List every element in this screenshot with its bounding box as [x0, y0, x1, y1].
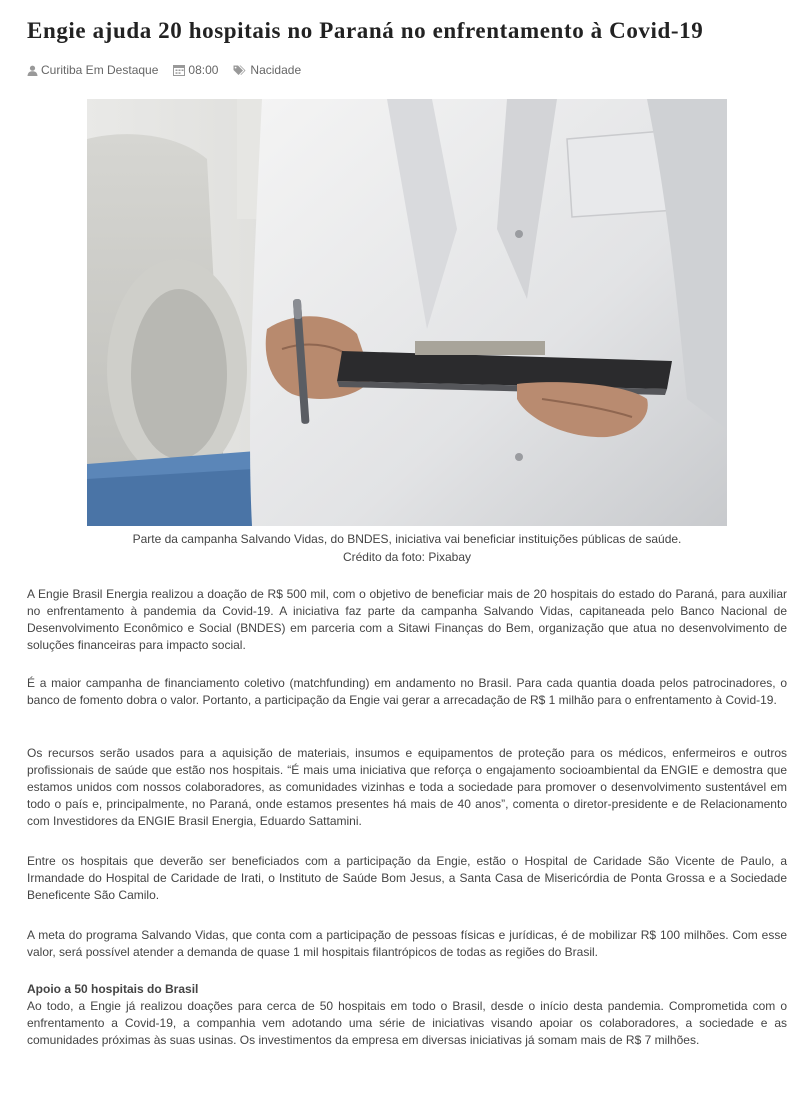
user-icon — [27, 65, 38, 76]
photo-caption: Parte da campanha Salvando Vidas, do BNDES, iniciativa vai beneficiar instituições públicas de saúde. — [132, 532, 682, 546]
paragraph-4: Entre os hospitais que deverão ser beneficiados com a participação da Engie, estão o Hospital de Caridade São Vicente de Paulo, a Irmandade do Hospital de Caridade de Irati, o Instituto de Saúde Bom Jesus, a Santa Casa de Misericórdia de Ponta Grossa e a Sociedade Beneficente São Camilo. — [27, 854, 787, 902]
photo-credit: Crédito da foto: Pixabay — [342, 550, 472, 564]
calendar-icon — [173, 64, 185, 76]
author-link[interactable] — [27, 63, 158, 77]
paragraph-5: A meta do programa Salvando Vidas, que conta com a participação de pessoas físicas e jurídicas, é de mobilizar R$ 100 milhões. Com esse valor, será possível atender a demanda de quase 1 mil hospitais filantrópicos de todas as regiões do Brasil. — [27, 928, 787, 959]
article-meta — [27, 63, 316, 77]
article-title: Engie ajuda 20 hospitais no Paraná no enfrentamento à Covid-19 — [27, 18, 704, 43]
time-text: 08:00 — [188, 63, 219, 77]
category-name: Nacidade — [250, 63, 302, 77]
paragraph-2: É a maior campanha de financiamento coletivo (matchfunding) em andamento no Brasil. Para cada quantia doada pelos patrocinadores, o banco de fomento dobra o valor. Portanto, a participação da Engie vai gerar a arrecadação de R$ 1 milhão para o enfrentamento à Covid-19. — [27, 676, 787, 707]
post-time — [173, 63, 218, 77]
tags-icon — [233, 65, 247, 76]
paragraph-1: A Engie Brasil Energia realizou a doação de R$ 500 mil, com o objetivo de beneficiar mais de 20 hospitais do estado do Paraná, para auxiliar no enfrentamento à pandemia da Covid-19. A iniciativa faz parte da campanha Salvando Vidas, capitaneada pelo Banco Nacional de Desenvolvimento Econômico e Social (BNDES) em parceria com a Sitawi Finanças do Bem, organização que atua no desenvolvimento de soluções financeiras para impacto social. — [27, 587, 787, 652]
article-photo — [87, 99, 727, 526]
category-link[interactable] — [233, 63, 301, 77]
paragraph-3: Os recursos serão usados para a aquisição de materiais, insumos e equipamentos de proteção para os médicos, enfermeiros e outros profissionais de saúde que estão nos hospitais. “É mais uma iniciativa que reforça o engajamento socioambiental da ENGIE e demostra que estamos unidos com nossos colaboradores, as comunidades vizinhas e toda a sociedade para promover o desenvolvimento sustentável em todo o país e, principalmente, no Paraná, onde estamos presentes há mais de 40 anos”, comenta o diretor-presidente e de Relacionamento com Investidores da ENGIE Brasil Energia, Eduardo Sattamini. — [27, 746, 787, 828]
doctor-clipboard-photo — [87, 99, 727, 526]
paragraph-6: Ao todo, a Engie já realizou doações para cerca de 50 hospitais em todo o Brasil, desde o início desta pandemia. Comprometida com o enfrentamento a Covid-19, a companhia vem adotando uma série de iniciativas visando apoiar os colaboradores, a sociedade e as comunidades próximas às suas usinas. Os investimentos da empresa em diversas iniciativas já somam mais de R$ 7 milhões. — [27, 999, 787, 1047]
author-name: Curitiba Em Destaque — [41, 63, 159, 77]
section-subheading: Apoio a 50 hospitais do Brasil — [27, 982, 199, 996]
